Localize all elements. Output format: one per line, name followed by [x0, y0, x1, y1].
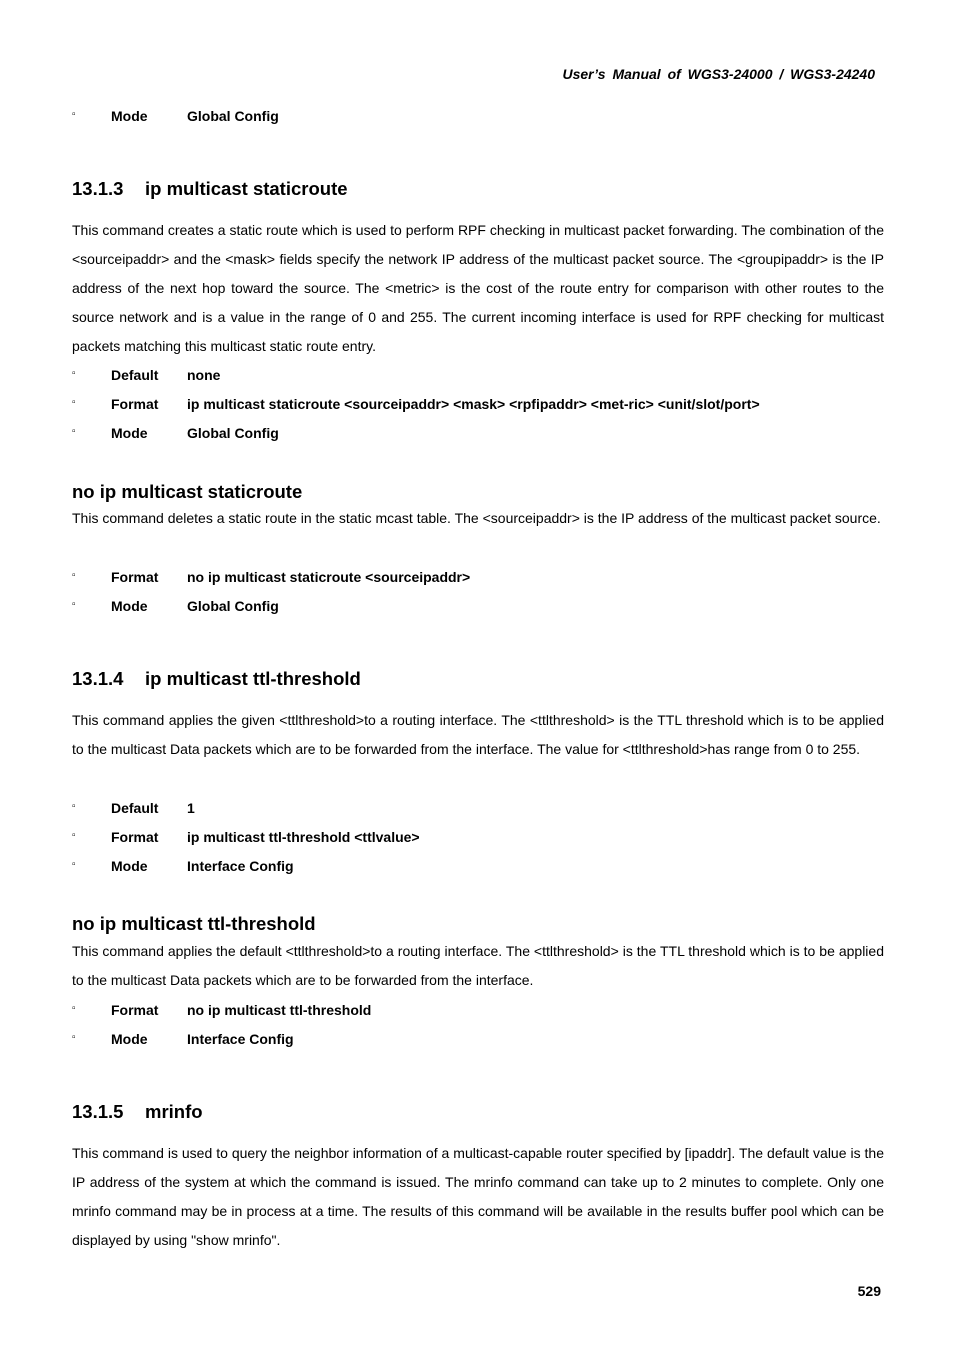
bullet-key: Format: [111, 396, 159, 412]
bullet-value: Global Config: [187, 598, 279, 614]
bullet-key: Format: [111, 1002, 159, 1018]
section-number: 13.1.4: [72, 668, 124, 689]
bullet-value: Global Config: [187, 425, 279, 441]
bullet-key: Mode: [111, 425, 148, 441]
bullet-value: Interface Config: [187, 858, 294, 874]
bullet-icon: ▫: [72, 109, 76, 120]
paragraph: This command is used to query the neighbor information of a multicast-capable router specified by [ipaddr]. The default value is the IP address of the system at which the command is issued. The mrinfo command can take up to 2 minutes to complete. Only one mrinfo command may be in process at a time. The results of this command will be available in the results buffer pool which can be displayed by using "show mrinfo".: [72, 1145, 884, 1248]
bullet-icon: ▫: [72, 1032, 76, 1043]
bullet-key: Format: [111, 829, 159, 845]
page-number: 529: [857, 1283, 881, 1299]
section-title: ip multicast staticroute: [145, 178, 348, 199]
section-title: ip multicast ttl-threshold: [145, 668, 361, 689]
paragraph: This command deletes a static route in the static mcast table. The <sourceipaddr> is the IP address of the multicast packet source.: [72, 510, 881, 526]
bullet-value: Global Config: [187, 108, 279, 124]
bullet-icon: ▫: [72, 570, 76, 581]
bullet-key: Format: [111, 569, 159, 585]
bullet-value: Interface Config: [187, 1031, 294, 1047]
bullet-key: Mode: [111, 858, 148, 874]
bullet-icon: ▫: [72, 397, 76, 408]
paragraph: This command applies the default <ttlthreshold>to a routing interface. The <ttlthreshold> is the TTL threshold which is to be applied to the multicast Data packets which are to be forwarded from the interface.: [72, 943, 884, 988]
subheading-no-ttl-threshold: no ip multicast ttl-threshold: [72, 913, 316, 934]
bullet-icon: ▫: [72, 801, 76, 812]
bullet-value: no ip multicast ttl-threshold: [187, 1002, 372, 1018]
bullet-value: 1: [187, 800, 195, 816]
subheading-no-staticroute: no ip multicast staticroute: [72, 481, 303, 502]
paragraph: This command applies the given <ttlthreshold>to a routing interface. The <ttlthreshold> is the TTL threshold which is to be applied to the multicast Data packets which are to be forwarded from the interface. The value for <ttlthreshold>has range from 0 to 255.: [72, 712, 884, 757]
section-number: 13.1.5: [72, 1101, 124, 1122]
bullet-icon: ▫: [72, 1003, 76, 1014]
bullet-value: ip multicast staticroute <sourceipaddr> <mask> <rpfipaddr> <met-ric> <unit/slot/port>: [187, 396, 760, 412]
bullet-key: Default: [111, 367, 159, 383]
bullet-value: none: [187, 367, 221, 383]
bullet-value: ip multicast ttl-threshold <ttlvalue>: [187, 829, 420, 845]
section-heading-13-1-5: [72, 1101, 203, 1123]
bullet-key: Mode: [111, 108, 148, 124]
paragraph: This command creates a static route which is used to perform RPF checking in multicast packet forwarding. The combination of the <sourceipaddr> and the <mask> fields specify the network IP address of the multicast packet source. The <groupipaddr> is the IP address of the next hop toward the source. The <metric> is the cost of the route entry for comparison with other routes to the source network and is a value in the range of 0 and 255. The current incoming interface is used for RPF checking for multicast packets matching this multicast static route entry.: [72, 222, 884, 354]
section-title: mrinfo: [145, 1101, 203, 1122]
bullet-icon: ▫: [72, 368, 76, 379]
section-number: 13.1.3: [72, 178, 124, 199]
bullet-icon: ▫: [72, 859, 76, 870]
bullet-key: Mode: [111, 598, 148, 614]
page-header: User’s Manual of WGS3-24000 / WGS3-24240: [562, 66, 875, 82]
section-heading-13-1-3: [72, 178, 348, 200]
bullet-key: Default: [111, 800, 159, 816]
bullet-value: no ip multicast staticroute <sourceipaddr>: [187, 569, 471, 585]
bullet-key: Mode: [111, 1031, 148, 1047]
section-heading-13-1-4: [72, 668, 361, 690]
bullet-icon: ▫: [72, 830, 76, 841]
bullet-icon: ▫: [72, 599, 76, 610]
bullet-icon: ▫: [72, 426, 76, 437]
